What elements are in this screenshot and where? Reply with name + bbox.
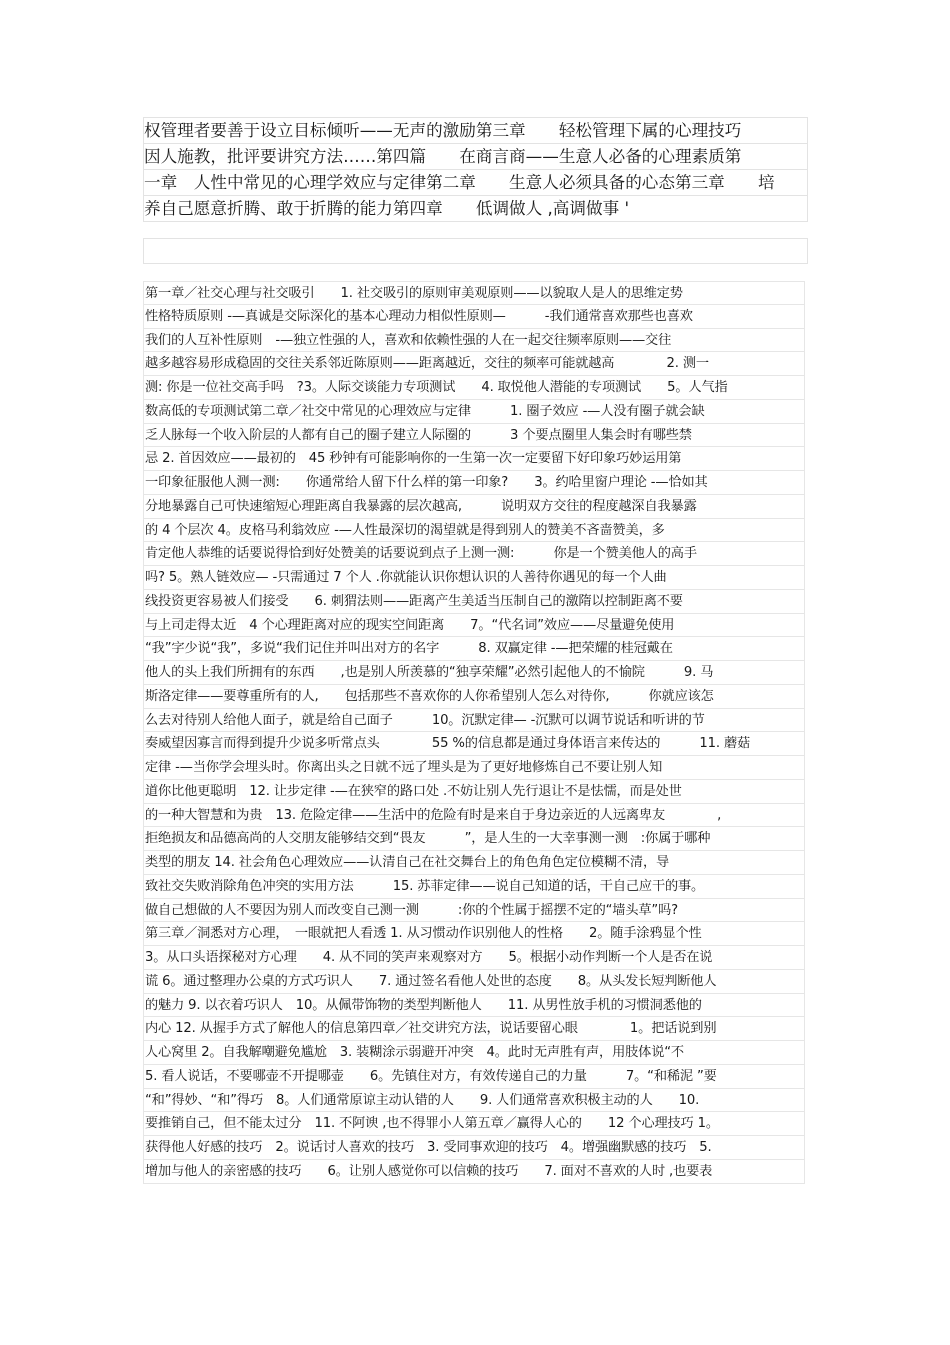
text-line: 一印象征服他人测一测: 你通常给人留下什么样的第一印象? 3。约哈里窗户理论 -—恰如其 (143, 471, 805, 495)
text-line: 乏人脉每一个收入阶层的人都有自己的圈子建立人际圈的 3 个要点圈里人集会时有哪些禁 (143, 424, 805, 448)
text-line: 越多越容易形成稳固的交往关系邻近陈原则——距离越近，交往的频率可能就越高 2. 测一 (143, 352, 805, 376)
text-line: 要推销自己，但不能太过分 11. 不阿谀 ,也不得罪小人第五章／赢得人心的 12 个心理技巧 1。 (143, 1112, 805, 1136)
contents-text-block (143, 281, 805, 1184)
text-line: 性格特质原则 -—真诚是交际深化的基本心理动力相似性原则— -我们通常喜欢那些也喜欢 (143, 305, 805, 329)
text-line: 肯定他人恭维的话要说得恰到好处赞美的话要说到点子上测一测: 你是一个赞美他人的高手 (143, 542, 805, 566)
text-line: 拒绝损友和品德高尚的人交朋友能够结交到“畏友 ”，是人生的一大幸事测一测 :你属于哪种 (143, 827, 805, 851)
text-line: 第一章／社交心理与社交吸引 1. 社交吸引的原则审美观原则——以貌取人是人的思维定势 (143, 281, 805, 305)
blank-row (143, 238, 808, 264)
text-line: 的 4 个层次 4。皮格马利翁效应 -—人性最深切的渴望就是得到别人的赞美不吝啬赞美，多 (143, 519, 805, 543)
text-line: 分地暴露自己可快速缩短心理距离自我暴露的层次越高, 说明双方交往的程度越深自我暴露 (143, 495, 805, 519)
text-line: 的魅力 9. 以衣着巧识人 10。从佩带饰物的类型判断他人 11. 从男性放手机的习惯洞悉他的 (143, 994, 805, 1018)
text-line: 与上司走得太近 4 个心理距离对应的现实空间距离 7。“代名词”效应——尽量避免使用 (143, 614, 805, 638)
text-line: 线投资更容易被人们接受 6. 刺猬法则——距离产生美适当压制自己的激隋以控制距离不要 (143, 590, 805, 614)
text-line: 吗? 5。熟人链效应— -只需通过 7 个人 .你就能认识你想认识的人善待你遇见的每一个人曲 (143, 566, 805, 590)
text-line: 3。从口头语探秘对方心理 4. 从不同的笑声来观察对方 5。根据小动作判断一个人是否在说 (143, 946, 805, 970)
intro-text-block (143, 117, 808, 222)
text-line: 么去对待别人给他人面子，就是给自己面子 10。沉默定律— -沉默可以调节说话和听讲的节 (143, 709, 805, 733)
text-line: 数高低的专项测试第二章／社交中常见的心理效应与定律 1. 圈子效应 -—人没有圈子就会缺 (143, 400, 805, 424)
text-line: 道你比他更聪明 12. 让步定律 -—在狭窄的路口处 .不妨让别人先行退让不是怯懦，而是处世 (143, 780, 805, 804)
text-line: 致社交失败消除角色冲突的实用方法 15. 苏菲定律——说自己知道的话，干自己应干的事。 (143, 875, 805, 899)
text-line: 他人的头上我们所拥有的东西 ,也是别人所羡慕的“独享荣耀”必然引起他人的不愉院 9. 马 (143, 661, 805, 685)
text-line: 忌 2. 首因效应——最初的 45 秒钟有可能影响你的一生第一次一定要留下好印象巧妙运用第 (143, 447, 805, 471)
text-line: 人心窝里 2。自我解嘲避免尴尬 3. 装糊涂示弱避开冲突 4。此时无声胜有声，用肢体说“不 (143, 1041, 805, 1065)
intro-line: 养自己愿意折腾、敢于折腾的能力第四章 低调做人 ,高调做事 ' (144, 195, 807, 221)
text-line: 定律 -—当你学会埋头时。你离出头之日就不远了埋头是为了更好地修炼自己不要让别人知 (143, 756, 805, 780)
text-line: 谎 6。通过整理办公桌的方式巧识人 7. 通过签名看他人处世的态度 8。从头发长短判断他人 (143, 970, 805, 994)
text-line: 获得他人好感的技巧 2。说话讨人喜欢的技巧 3. 受同事欢迎的技巧 4。增强幽默感的技巧 5. (143, 1136, 805, 1160)
intro-line: 权管理者要善于设立目标倾听——无声的激励第三章 轻松管理下属的心理技巧 (144, 117, 807, 143)
intro-line: 因人施教，批评要讲究方法……第四篇 在商言商——生意人必备的心理素质第 (144, 143, 807, 169)
text-line: 内心 12. 从握手方式了解他人的信息第四章／社交讲究方法，说话要留心眼 1。把话说到别 (143, 1017, 805, 1041)
text-line: 斯洛定律——要尊重所有的人, 包括那些不喜欢你的人你希望别人怎么对待你, 你就应该怎 (143, 685, 805, 709)
intro-line: 一章 人性中常见的心理学效应与定律第二章 生意人必须具备的心态第三章 培 (144, 169, 807, 195)
text-line: 的一种大智慧和为贵 13. 危险定律——生活中的危险有时是来自于身边亲近的人远离卑友 , (143, 804, 805, 828)
text-line: 奏威望因寡言而得到提升少说多听常点头 55 %的信息都是通过身体语言来传达的 11. 蘑菇 (143, 732, 805, 756)
text-line: “我”字少说“我”，多说“我们记住并叫出对方的名字 8. 双赢定律 -—把荣耀的桂冠戴在 (143, 637, 805, 661)
text-line: 增加与他人的亲密感的技巧 6。让别人感觉你可以信赖的技巧 7. 面对不喜欢的人时 ,也要表 (143, 1160, 805, 1184)
text-line: 类型的朋友 14. 社会角色心理效应——认清自己在社交舞台上的角色角色定位模糊不清，导 (143, 851, 805, 875)
text-line: 5. 看人说话，不要哪壶不开提哪壶 6。先镇住对方，有效传递自己的力量 7。“和稀泥 ”要 (143, 1065, 805, 1089)
text-line: 第三章／洞悉对方心理， 一眼就把人看透 1. 从习惯动作识别他人的性格 2。随手涂鸦显个性 (143, 922, 805, 946)
text-line: “和”得妙、“和”得巧 8。人们通常原谅主动认错的人 9. 人们通常喜欢积极主动的人 10. (143, 1089, 805, 1113)
text-line: 做自己想做的人不要因为别人而改变自己测一测 :你的个性属于摇摆不定的“墙头草”吗? (143, 899, 805, 923)
text-line: 测: 你是一位社交高手吗 ?3。人际交谈能力专项测试 4. 取悦他人潜能的专项测试 5。人气指 (143, 376, 805, 400)
text-line: 我们的人互补性原则 -—独立性强的人，喜欢和依赖性强的人在一起交往频率原则——交往 (143, 329, 805, 353)
